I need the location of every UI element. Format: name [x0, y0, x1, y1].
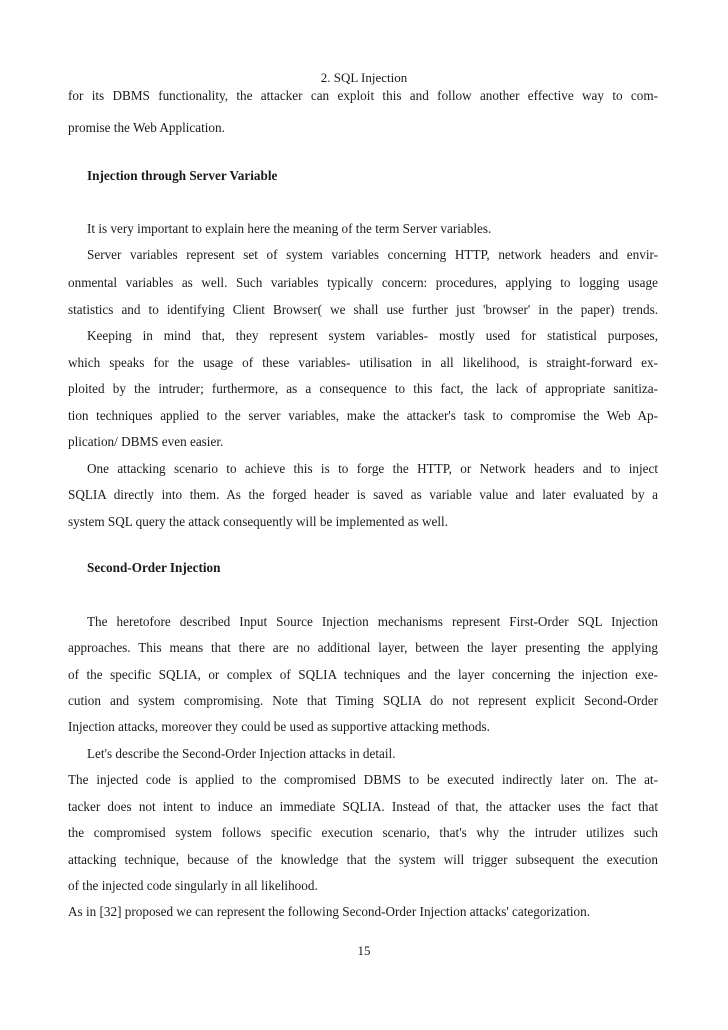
- text-line: system SQL query the attack consequently will be implemented as well.: [68, 514, 449, 529]
- text-line: As in [32] proposed we can represent the following Second-Order Injection attacks' categorization.: [68, 904, 591, 919]
- text-line: ploited by the intruder; furthermore, as a consequence to this fact, the lack of appropriate sanitiza-: [68, 381, 658, 396]
- text-line: plication/ DBMS even easier.: [68, 434, 224, 449]
- text-line: One attacking scenario to achieve this is to forge the HTTP, or Network headers and to inject: [87, 461, 658, 476]
- page-number: 15: [357, 943, 371, 958]
- text-line: of the specific SQLIA, or complex of SQLIA techniques and the layer concerning the injection exe-: [68, 667, 658, 682]
- text-line: The heretofore described Input Source Injection mechanisms represent First-Order SQL Injection: [87, 614, 658, 629]
- text-line: Injection attacks, moreover they could be used as supportive attacking methods.: [68, 719, 490, 734]
- section-heading-second-order: Second-Order Injection: [87, 560, 221, 575]
- text-line: cution and system compromising. Note that Timing SQLIA do not represent explicit Second-Order: [68, 693, 658, 708]
- section-heading-server-variable: Injection through Server Variable: [87, 168, 278, 183]
- text-line: It is very important to explain here the meaning of the term Server variables.: [87, 221, 492, 236]
- text-line: of the injected code singularly in all likelihood.: [68, 878, 318, 893]
- text-line: approaches. This means that there are no additional layer, between the layer presenting the applying: [68, 640, 658, 655]
- text-line: for its DBMS functionality, the attacker can exploit this and follow another effective way to com-: [68, 88, 658, 103]
- text-line: statistics and to identifying Client Browser( we shall use further just 'browser' in the paper) trends.: [68, 302, 658, 317]
- text-line: Let's describe the Second-Order Injection attacks in detail.: [87, 746, 396, 761]
- text-line: the compromised system follows specific execution scenario, that's why the intruder utilizes such: [68, 825, 658, 840]
- text-line: attacking technique, because of the knowledge that the system will trigger subsequent the execution: [68, 852, 658, 867]
- running-header: 2. SQL Injection: [320, 70, 408, 85]
- text-line: tion techniques applied to the server variables, make the attacker's task to compromise the Web Ap-: [68, 408, 658, 423]
- text-line: Keeping in mind that, they represent system variables- mostly used for statistical purposes,: [87, 328, 658, 343]
- text-line: tacker does not intent to induce an immediate SQLIA. Instead of that, the attacker uses the fact that: [68, 799, 658, 814]
- text-line: Server variables represent set of system variables concerning HTTP, network headers and envir-: [87, 247, 658, 262]
- text-line: onmental variables as well. Such variables typically concern: procedures, applying to logging usage: [68, 275, 658, 290]
- text-line: SQLIA directly into them. As the forged header is saved as variable value and later evaluated by a: [68, 487, 658, 502]
- text-line: promise the Web Application.: [68, 120, 225, 135]
- text-line: which speaks for the usage of these variables- utilisation in all likelihood, is straight-forward ex-: [68, 355, 658, 370]
- text-line: The injected code is applied to the compromised DBMS to be executed indirectly later on. The at-: [68, 772, 658, 787]
